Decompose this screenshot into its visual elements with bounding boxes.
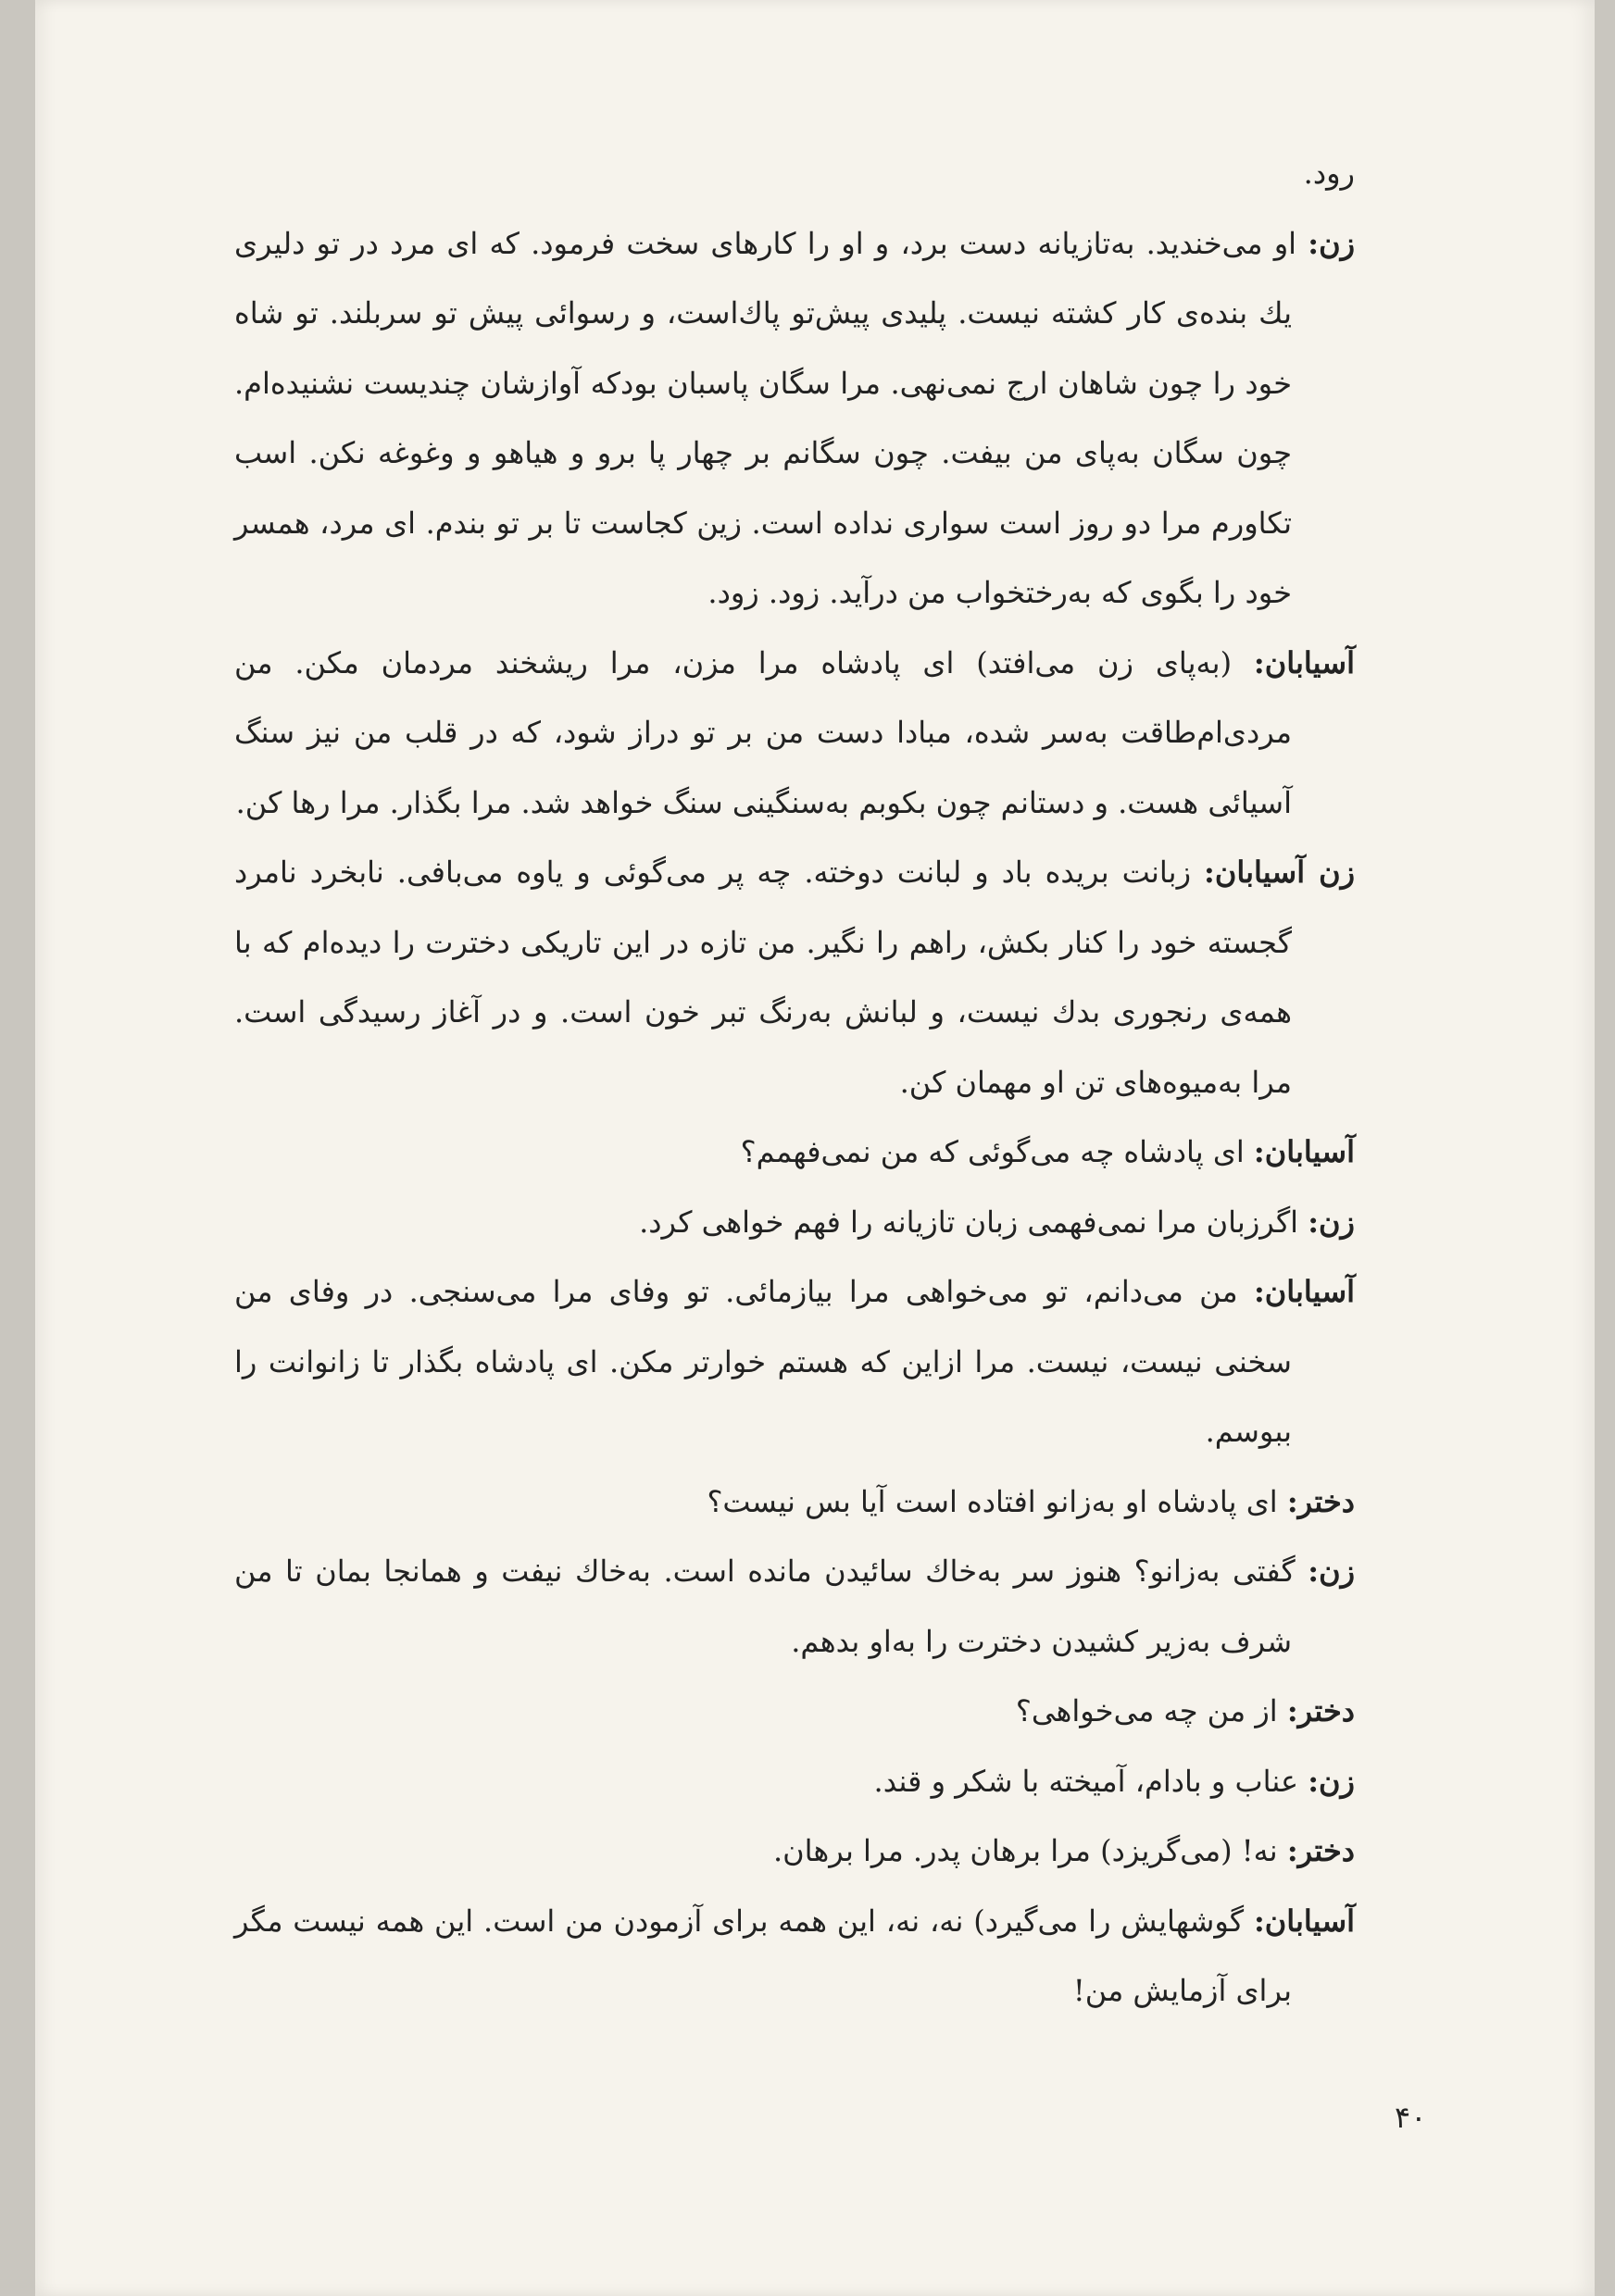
dialogue-entry	[234, 1188, 1355, 1258]
continuation-line: رود.	[1303, 156, 1355, 191]
dialogue-entry	[234, 1467, 1355, 1538]
speaker-name: دختر:	[1286, 1693, 1355, 1728]
speech-text: (به‌پای زن می‌افتد) ای پادشاه مرا مزن، مرا ریشخند مردمان مکن. من مردی‌ام‌طاقت به‌سر شده، مبادا دست من بر تو دراز شود، که در قلب من نیز سنگ آسیائی هست. و دستانم چون بکوبم به‌سنگینی سنگ خواهد شد. مرا بگذار. مرا رها کن.	[234, 644, 1293, 820]
speech-text: نه! (می‌گریزد) مرا برهان پدر. مرا برهان.	[772, 1833, 1278, 1868]
page-number: ۴۰	[1395, 2100, 1427, 2135]
dialogue-entry	[234, 209, 1355, 629]
speaker-name: آسیابان:	[1253, 1903, 1356, 1939]
dialogue-entry	[234, 1816, 1355, 1887]
speaker-name: زن:	[1308, 225, 1356, 261]
speaker-name: زن:	[1308, 1554, 1356, 1589]
speaker-name: آسیابان:	[1253, 1134, 1355, 1169]
speaker-name: زن:	[1308, 1763, 1355, 1799]
dialogue-entry	[234, 1747, 1355, 1817]
speaker-name: زن آسیابان:	[1204, 855, 1356, 890]
speaker-name: زن:	[1308, 1204, 1355, 1240]
dialogue-entry	[234, 1677, 1355, 1747]
dialogue-text	[234, 139, 1355, 2027]
speaker-name: دختر:	[1286, 1833, 1355, 1868]
speech-text: من می‌دانم، تو می‌خواهی مرا بیازمائی. تو وفای مرا می‌سنجی. در وفای من سخنی نیست، نیست. مرا ازاین که هستم خوارتر مکن. ای پادشاه بگذار تا زانوانت را ببوسم.	[234, 1274, 1292, 1449]
dialogue-entry	[234, 1117, 1355, 1188]
speech-text: ای پادشاه او به‌زانو افتاده است آیا بس نیست؟	[707, 1483, 1278, 1519]
dialogue-entry	[234, 838, 1355, 1117]
speaker-name: آسیابان:	[1253, 644, 1355, 680]
speech-text: اگرزبان مرا نمی‌فهمی زبان تازیانه را فهم خواهی کرد.	[639, 1204, 1299, 1240]
speech-text: عناب و بادام، آمیخته با شکر و قند.	[873, 1763, 1299, 1799]
speech-text: گوشهایش را می‌گیرد) نه، نه، این همه برای آزمودن من است. این همه نیست مگر برای آزمایش من!	[234, 1903, 1292, 2008]
dialogue-entry	[234, 1257, 1355, 1467]
speech-text: از من چه می‌خواهی؟	[1015, 1693, 1278, 1728]
book-page	[35, 0, 1595, 2296]
dialogue-entry	[234, 629, 1355, 839]
speech-text: او می‌خندید. به‌تازیانه دست برد، و او را کارهای سخت فرمود. که ای مرد در تو دلیری یك بنده‌ی کار کشته نیست. پلیدی پیش‌تو پاك‌است، و رسوائی پیش تو سربلند. تو شاه خود را چون شاهان ارج نمی‌نهی. مرا سگان پاسبان بودکه آوازشان چندیست نشنیده‌ام. چون سگان به‌پای من بیفت. چون سگانم بر چهار پا برو و هیاهو و وغوغه نکن. اسب تکاورم مرا دو روز است سواری نداده است. زین کجاست تا بر تو بندم. ای مرد، همسر خود را بگوی که به‌رختخواب من درآید. زود. زود.	[234, 225, 1297, 610]
speech-text: ای پادشاه چه می‌گوئی که من نمی‌فهمم؟	[740, 1134, 1245, 1169]
speaker-name: آسیابان:	[1253, 1274, 1356, 1309]
speech-text: زبانت بریده باد و لبانت دوخته. چه پر می‌گوئی و یاوه می‌بافی. نابخرد نامرد گجسته خود را کنار بکش، راهم را نگیر. من تازه در این تاریکی دخترت را دیده‌ام که با همه‌ی رنجوری بدك نیست، و لبانش به‌رنگ تبر خون است. و در آغاز رسیدگی است. مرا به‌میوه‌های تن او مهمان کن.	[234, 855, 1293, 1100]
dialogue-entry	[234, 1537, 1355, 1677]
speaker-name: دختر:	[1286, 1483, 1355, 1519]
dialogue-entry	[234, 1887, 1355, 2027]
speech-text: گفتی به‌زانو؟ هنوز سر به‌خاك سائیدن مانده است. به‌خاك نیفت و همانجا بمان تا من شرف به‌زیر کشیدن دخترت را به‌او بدهم.	[234, 1554, 1296, 1659]
